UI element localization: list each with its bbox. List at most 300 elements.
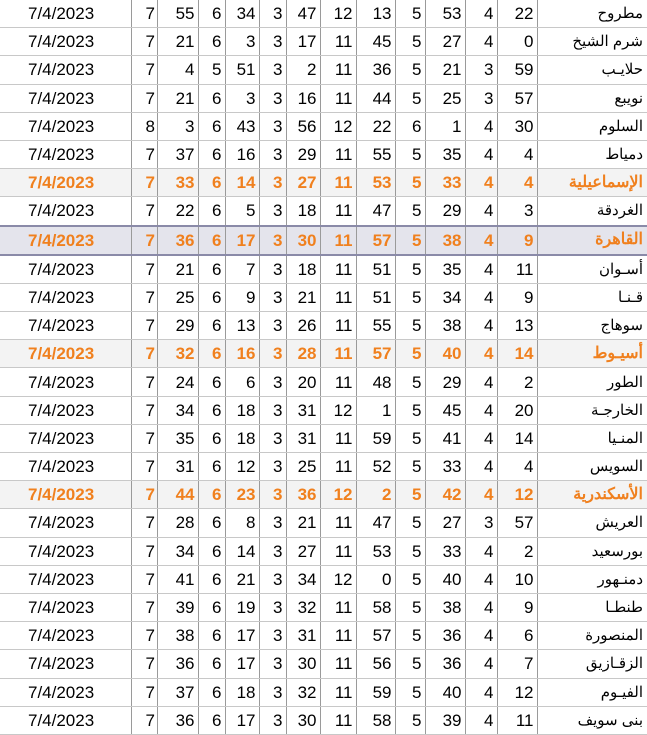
- cell-d6[interactable]: 4: [465, 565, 497, 593]
- cell-d5[interactable]: 5: [395, 197, 425, 226]
- cell-m5[interactable]: 42: [425, 481, 465, 509]
- cell-m5[interactable]: 25: [425, 84, 465, 112]
- cell-m1[interactable]: 55: [157, 0, 198, 28]
- city-name-cell[interactable]: الخارجـة: [537, 396, 647, 424]
- cell-d2[interactable]: 6: [198, 28, 225, 56]
- cell-m4[interactable]: 52: [356, 453, 395, 481]
- cell-d2[interactable]: 6: [198, 593, 225, 621]
- city-name-cell[interactable]: المنـيا: [537, 424, 647, 452]
- cell-m2[interactable]: 18: [225, 678, 259, 706]
- cell-d4[interactable]: 11: [320, 28, 356, 56]
- cell-d4[interactable]: 11: [320, 226, 356, 255]
- city-name-cell[interactable]: الأسكندرية: [537, 481, 647, 509]
- cell-m4[interactable]: 48: [356, 368, 395, 396]
- cell-d4[interactable]: 11: [320, 509, 356, 537]
- cell-m3[interactable]: 26: [286, 312, 320, 340]
- cell-m1[interactable]: 21: [157, 84, 198, 112]
- date-cell[interactable]: 7/4/2023: [0, 593, 131, 621]
- cell-d4[interactable]: 12: [320, 112, 356, 140]
- cell-m4[interactable]: 55: [356, 140, 395, 168]
- cell-m5[interactable]: 33: [425, 537, 465, 565]
- cell-m1[interactable]: 44: [157, 481, 198, 509]
- cell-m4[interactable]: 0: [356, 565, 395, 593]
- cell-m2[interactable]: 7: [225, 255, 259, 284]
- cell-d6[interactable]: 4: [465, 706, 497, 734]
- cell-d5[interactable]: 5: [395, 255, 425, 284]
- cell-m5[interactable]: 40: [425, 340, 465, 368]
- city-name-cell[interactable]: المنصورة: [537, 622, 647, 650]
- cell-d6[interactable]: 4: [465, 650, 497, 678]
- cell-d2[interactable]: 6: [198, 169, 225, 197]
- cell-d6[interactable]: 3: [465, 56, 497, 84]
- cell-m5[interactable]: 35: [425, 140, 465, 168]
- cell-d3[interactable]: 3: [259, 622, 286, 650]
- cell-d1[interactable]: 7: [131, 481, 157, 509]
- cell-d4[interactable]: 11: [320, 169, 356, 197]
- cell-d6[interactable]: 4: [465, 537, 497, 565]
- cell-m3[interactable]: 18: [286, 197, 320, 226]
- cell-m2[interactable]: 51: [225, 56, 259, 84]
- cell-d3[interactable]: 3: [259, 140, 286, 168]
- cell-m4[interactable]: 36: [356, 56, 395, 84]
- cell-m3[interactable]: 17: [286, 28, 320, 56]
- cell-m6[interactable]: 12: [497, 481, 537, 509]
- cell-m4[interactable]: 57: [356, 226, 395, 255]
- cell-d2[interactable]: 6: [198, 0, 225, 28]
- city-name-cell[interactable]: دمنـهور: [537, 565, 647, 593]
- cell-d4[interactable]: 11: [320, 537, 356, 565]
- date-cell[interactable]: 7/4/2023: [0, 197, 131, 226]
- cell-d5[interactable]: 6: [395, 112, 425, 140]
- cell-d1[interactable]: 7: [131, 140, 157, 168]
- cell-m3[interactable]: 25: [286, 453, 320, 481]
- cell-m1[interactable]: 33: [157, 169, 198, 197]
- cell-m1[interactable]: 38: [157, 622, 198, 650]
- cell-d2[interactable]: 6: [198, 396, 225, 424]
- cell-d5[interactable]: 5: [395, 509, 425, 537]
- cell-m2[interactable]: 17: [225, 622, 259, 650]
- cell-d6[interactable]: 4: [465, 255, 497, 284]
- cell-m5[interactable]: 38: [425, 593, 465, 621]
- cell-m5[interactable]: 36: [425, 622, 465, 650]
- cell-m2[interactable]: 16: [225, 140, 259, 168]
- cell-m2[interactable]: 17: [225, 706, 259, 734]
- cell-d5[interactable]: 5: [395, 0, 425, 28]
- cell-m6[interactable]: 12: [497, 678, 537, 706]
- cell-m1[interactable]: 35: [157, 424, 198, 452]
- cell-m4[interactable]: 47: [356, 197, 395, 226]
- date-cell[interactable]: 7/4/2023: [0, 706, 131, 734]
- cell-d3[interactable]: 3: [259, 312, 286, 340]
- cell-m3[interactable]: 30: [286, 706, 320, 734]
- cell-d1[interactable]: 7: [131, 424, 157, 452]
- cell-d6[interactable]: 4: [465, 312, 497, 340]
- date-cell[interactable]: 7/4/2023: [0, 537, 131, 565]
- cell-m6[interactable]: 22: [497, 0, 537, 28]
- cell-m4[interactable]: 55: [356, 312, 395, 340]
- date-cell[interactable]: 7/4/2023: [0, 112, 131, 140]
- cell-m6[interactable]: 4: [497, 140, 537, 168]
- cell-m1[interactable]: 21: [157, 255, 198, 284]
- cell-m5[interactable]: 38: [425, 312, 465, 340]
- cell-m2[interactable]: 23: [225, 481, 259, 509]
- cell-m6[interactable]: 0: [497, 28, 537, 56]
- cell-m1[interactable]: 32: [157, 340, 198, 368]
- cell-d1[interactable]: 7: [131, 84, 157, 112]
- cell-d1[interactable]: 7: [131, 368, 157, 396]
- cell-d2[interactable]: 6: [198, 481, 225, 509]
- cell-m1[interactable]: 39: [157, 593, 198, 621]
- cell-m5[interactable]: 38: [425, 226, 465, 255]
- cell-d3[interactable]: 3: [259, 481, 286, 509]
- cell-d6[interactable]: 4: [465, 0, 497, 28]
- cell-d2[interactable]: 6: [198, 622, 225, 650]
- cell-d6[interactable]: 3: [465, 509, 497, 537]
- cell-m5[interactable]: 41: [425, 424, 465, 452]
- cell-d5[interactable]: 5: [395, 368, 425, 396]
- cell-m3[interactable]: 28: [286, 340, 320, 368]
- date-cell[interactable]: 7/4/2023: [0, 481, 131, 509]
- city-name-cell[interactable]: بنى سويف: [537, 706, 647, 734]
- cell-m6[interactable]: 11: [497, 255, 537, 284]
- cell-d2[interactable]: 6: [198, 424, 225, 452]
- cell-d3[interactable]: 3: [259, 509, 286, 537]
- cell-d1[interactable]: 7: [131, 283, 157, 311]
- cell-d5[interactable]: 5: [395, 169, 425, 197]
- city-name-cell[interactable]: نويبع: [537, 84, 647, 112]
- cell-d4[interactable]: 12: [320, 565, 356, 593]
- cell-m4[interactable]: 45: [356, 28, 395, 56]
- cell-d3[interactable]: 3: [259, 56, 286, 84]
- date-cell[interactable]: 7/4/2023: [0, 678, 131, 706]
- cell-d4[interactable]: 12: [320, 481, 356, 509]
- cell-d4[interactable]: 11: [320, 84, 356, 112]
- cell-d4[interactable]: 11: [320, 678, 356, 706]
- cell-m4[interactable]: 51: [356, 283, 395, 311]
- cell-d1[interactable]: 7: [131, 593, 157, 621]
- cell-m2[interactable]: 34: [225, 0, 259, 28]
- cell-m1[interactable]: 3: [157, 112, 198, 140]
- cell-m3[interactable]: 36: [286, 481, 320, 509]
- cell-d2[interactable]: 6: [198, 197, 225, 226]
- cell-m3[interactable]: 32: [286, 593, 320, 621]
- cell-d1[interactable]: 8: [131, 112, 157, 140]
- cell-d2[interactable]: 5: [198, 56, 225, 84]
- cell-d1[interactable]: 7: [131, 537, 157, 565]
- cell-m3[interactable]: 2: [286, 56, 320, 84]
- cell-d1[interactable]: 7: [131, 169, 157, 197]
- cell-m6[interactable]: 4: [497, 169, 537, 197]
- cell-d2[interactable]: 6: [198, 283, 225, 311]
- cell-m3[interactable]: 27: [286, 169, 320, 197]
- cell-m6[interactable]: 57: [497, 84, 537, 112]
- city-name-cell[interactable]: العريش: [537, 509, 647, 537]
- date-cell[interactable]: 7/4/2023: [0, 140, 131, 168]
- cell-m4[interactable]: 53: [356, 537, 395, 565]
- cell-d3[interactable]: 3: [259, 112, 286, 140]
- cell-m4[interactable]: 59: [356, 424, 395, 452]
- cell-m5[interactable]: 40: [425, 565, 465, 593]
- cell-d4[interactable]: 12: [320, 396, 356, 424]
- cell-m4[interactable]: 53: [356, 169, 395, 197]
- cell-m6[interactable]: 2: [497, 537, 537, 565]
- cell-d2[interactable]: 6: [198, 706, 225, 734]
- date-cell[interactable]: 7/4/2023: [0, 28, 131, 56]
- cell-d1[interactable]: 7: [131, 56, 157, 84]
- cell-m2[interactable]: 17: [225, 650, 259, 678]
- cell-m5[interactable]: 33: [425, 453, 465, 481]
- cell-m2[interactable]: 43: [225, 112, 259, 140]
- cell-d6[interactable]: 4: [465, 112, 497, 140]
- cell-m5[interactable]: 29: [425, 197, 465, 226]
- cell-d3[interactable]: 3: [259, 84, 286, 112]
- date-cell[interactable]: 7/4/2023: [0, 0, 131, 28]
- cell-d3[interactable]: 3: [259, 28, 286, 56]
- cell-d4[interactable]: 11: [320, 140, 356, 168]
- cell-m6[interactable]: 4: [497, 453, 537, 481]
- cell-d5[interactable]: 5: [395, 312, 425, 340]
- cell-d4[interactable]: 11: [320, 593, 356, 621]
- cell-d5[interactable]: 5: [395, 565, 425, 593]
- cell-d3[interactable]: 3: [259, 0, 286, 28]
- cell-m2[interactable]: 14: [225, 537, 259, 565]
- cell-d6[interactable]: 3: [465, 84, 497, 112]
- cell-d2[interactable]: 6: [198, 678, 225, 706]
- city-name-cell[interactable]: السلوم: [537, 112, 647, 140]
- cell-d1[interactable]: 7: [131, 312, 157, 340]
- cell-d5[interactable]: 5: [395, 622, 425, 650]
- cell-m2[interactable]: 13: [225, 312, 259, 340]
- cell-m4[interactable]: 47: [356, 509, 395, 537]
- cell-m4[interactable]: 58: [356, 706, 395, 734]
- cell-d6[interactable]: 4: [465, 396, 497, 424]
- cell-m6[interactable]: 14: [497, 340, 537, 368]
- cell-m1[interactable]: 36: [157, 650, 198, 678]
- cell-d6[interactable]: 4: [465, 368, 497, 396]
- cell-d3[interactable]: 3: [259, 396, 286, 424]
- cell-d6[interactable]: 4: [465, 169, 497, 197]
- cell-d4[interactable]: 11: [320, 650, 356, 678]
- city-name-cell[interactable]: الطور: [537, 368, 647, 396]
- cell-d6[interactable]: 4: [465, 453, 497, 481]
- cell-d6[interactable]: 4: [465, 226, 497, 255]
- cell-m1[interactable]: 41: [157, 565, 198, 593]
- city-name-cell[interactable]: طنطـا: [537, 593, 647, 621]
- cell-d2[interactable]: 6: [198, 537, 225, 565]
- date-cell[interactable]: 7/4/2023: [0, 312, 131, 340]
- date-cell[interactable]: 7/4/2023: [0, 226, 131, 255]
- cell-m5[interactable]: 45: [425, 396, 465, 424]
- cell-m3[interactable]: 47: [286, 0, 320, 28]
- city-name-cell[interactable]: أسـوان: [537, 255, 647, 284]
- cell-m3[interactable]: 30: [286, 650, 320, 678]
- cell-m4[interactable]: 1: [356, 396, 395, 424]
- cell-m2[interactable]: 6: [225, 368, 259, 396]
- cell-m2[interactable]: 21: [225, 565, 259, 593]
- city-name-cell[interactable]: سوهاج: [537, 312, 647, 340]
- date-cell[interactable]: 7/4/2023: [0, 283, 131, 311]
- city-name-cell[interactable]: حلايـب: [537, 56, 647, 84]
- cell-d4[interactable]: 11: [320, 622, 356, 650]
- cell-d3[interactable]: 3: [259, 678, 286, 706]
- date-cell[interactable]: 7/4/2023: [0, 340, 131, 368]
- date-cell[interactable]: 7/4/2023: [0, 84, 131, 112]
- cell-d5[interactable]: 5: [395, 481, 425, 509]
- cell-m3[interactable]: 31: [286, 424, 320, 452]
- cell-d5[interactable]: 5: [395, 678, 425, 706]
- cell-d5[interactable]: 5: [395, 56, 425, 84]
- cell-m6[interactable]: 57: [497, 509, 537, 537]
- cell-d1[interactable]: 7: [131, 226, 157, 255]
- cell-m3[interactable]: 34: [286, 565, 320, 593]
- city-name-cell[interactable]: القاهرة: [537, 226, 647, 255]
- cell-m4[interactable]: 59: [356, 678, 395, 706]
- cell-m3[interactable]: 32: [286, 678, 320, 706]
- cell-m1[interactable]: 24: [157, 368, 198, 396]
- cell-d2[interactable]: 6: [198, 140, 225, 168]
- cell-d1[interactable]: 7: [131, 28, 157, 56]
- cell-m5[interactable]: 27: [425, 28, 465, 56]
- cell-m6[interactable]: 2: [497, 368, 537, 396]
- cell-d2[interactable]: 6: [198, 453, 225, 481]
- cell-m3[interactable]: 30: [286, 226, 320, 255]
- cell-d2[interactable]: 6: [198, 340, 225, 368]
- city-name-cell[interactable]: الزقـازيق: [537, 650, 647, 678]
- cell-m1[interactable]: 34: [157, 537, 198, 565]
- city-name-cell[interactable]: الغردقة: [537, 197, 647, 226]
- cell-m5[interactable]: 27: [425, 509, 465, 537]
- cell-m1[interactable]: 29: [157, 312, 198, 340]
- date-cell[interactable]: 7/4/2023: [0, 368, 131, 396]
- cell-d4[interactable]: 11: [320, 340, 356, 368]
- cell-d1[interactable]: 7: [131, 706, 157, 734]
- cell-d6[interactable]: 4: [465, 340, 497, 368]
- cell-m4[interactable]: 13: [356, 0, 395, 28]
- cell-d1[interactable]: 7: [131, 622, 157, 650]
- cell-m6[interactable]: 6: [497, 622, 537, 650]
- cell-d2[interactable]: 6: [198, 312, 225, 340]
- date-cell[interactable]: 7/4/2023: [0, 509, 131, 537]
- cell-m2[interactable]: 12: [225, 453, 259, 481]
- cell-d1[interactable]: 7: [131, 0, 157, 28]
- cell-d6[interactable]: 4: [465, 424, 497, 452]
- cell-d2[interactable]: 6: [198, 226, 225, 255]
- cell-m3[interactable]: 21: [286, 283, 320, 311]
- cell-m2[interactable]: 9: [225, 283, 259, 311]
- cell-m5[interactable]: 35: [425, 255, 465, 284]
- cell-m1[interactable]: 37: [157, 678, 198, 706]
- cell-d3[interactable]: 3: [259, 565, 286, 593]
- cell-d3[interactable]: 3: [259, 368, 286, 396]
- cell-d6[interactable]: 4: [465, 678, 497, 706]
- cell-m6[interactable]: 11: [497, 706, 537, 734]
- cell-d3[interactable]: 3: [259, 340, 286, 368]
- cell-m1[interactable]: 28: [157, 509, 198, 537]
- date-cell[interactable]: 7/4/2023: [0, 453, 131, 481]
- cell-d6[interactable]: 4: [465, 197, 497, 226]
- cell-m2[interactable]: 3: [225, 84, 259, 112]
- city-name-cell[interactable]: شرم الشيخ: [537, 28, 647, 56]
- cell-m5[interactable]: 33: [425, 169, 465, 197]
- cell-d1[interactable]: 7: [131, 396, 157, 424]
- cell-m6[interactable]: 9: [497, 283, 537, 311]
- cell-d6[interactable]: 4: [465, 140, 497, 168]
- cell-m3[interactable]: 18: [286, 255, 320, 284]
- cell-m6[interactable]: 14: [497, 424, 537, 452]
- city-name-cell[interactable]: أسيـوط: [537, 340, 647, 368]
- cell-m6[interactable]: 3: [497, 197, 537, 226]
- cell-d2[interactable]: 6: [198, 368, 225, 396]
- cell-d6[interactable]: 4: [465, 593, 497, 621]
- cell-m3[interactable]: 21: [286, 509, 320, 537]
- cell-m1[interactable]: 21: [157, 28, 198, 56]
- cell-m6[interactable]: 9: [497, 593, 537, 621]
- cell-d3[interactable]: 3: [259, 650, 286, 678]
- cell-m5[interactable]: 1: [425, 112, 465, 140]
- cell-m5[interactable]: 34: [425, 283, 465, 311]
- cell-m6[interactable]: 7: [497, 650, 537, 678]
- cell-d5[interactable]: 5: [395, 340, 425, 368]
- cell-m6[interactable]: 20: [497, 396, 537, 424]
- cell-m3[interactable]: 29: [286, 140, 320, 168]
- cell-d1[interactable]: 7: [131, 678, 157, 706]
- cell-d3[interactable]: 3: [259, 453, 286, 481]
- cell-d1[interactable]: 7: [131, 509, 157, 537]
- cell-d4[interactable]: 11: [320, 368, 356, 396]
- cell-d5[interactable]: 5: [395, 28, 425, 56]
- city-name-cell[interactable]: بورسعيد: [537, 537, 647, 565]
- cell-d3[interactable]: 3: [259, 169, 286, 197]
- cell-d5[interactable]: 5: [395, 537, 425, 565]
- cell-d5[interactable]: 5: [395, 84, 425, 112]
- cell-m2[interactable]: 3: [225, 28, 259, 56]
- cell-m4[interactable]: 57: [356, 340, 395, 368]
- cell-m2[interactable]: 18: [225, 396, 259, 424]
- cell-d3[interactable]: 3: [259, 255, 286, 284]
- cell-d4[interactable]: 11: [320, 424, 356, 452]
- cell-d1[interactable]: 7: [131, 453, 157, 481]
- date-cell[interactable]: 7/4/2023: [0, 169, 131, 197]
- cell-m1[interactable]: 31: [157, 453, 198, 481]
- cell-m5[interactable]: 40: [425, 678, 465, 706]
- cell-d5[interactable]: 5: [395, 706, 425, 734]
- city-name-cell[interactable]: السويس: [537, 453, 647, 481]
- cell-m3[interactable]: 27: [286, 537, 320, 565]
- cell-m4[interactable]: 44: [356, 84, 395, 112]
- cell-m3[interactable]: 56: [286, 112, 320, 140]
- cell-d2[interactable]: 6: [198, 509, 225, 537]
- cell-d2[interactable]: 6: [198, 650, 225, 678]
- cell-d2[interactable]: 6: [198, 255, 225, 284]
- cell-m4[interactable]: 51: [356, 255, 395, 284]
- cell-m4[interactable]: 22: [356, 112, 395, 140]
- cell-d5[interactable]: 5: [395, 140, 425, 168]
- cell-m1[interactable]: 4: [157, 56, 198, 84]
- cell-m4[interactable]: 2: [356, 481, 395, 509]
- cell-m5[interactable]: 39: [425, 706, 465, 734]
- cell-m6[interactable]: 9: [497, 226, 537, 255]
- date-cell[interactable]: 7/4/2023: [0, 650, 131, 678]
- cell-m5[interactable]: 36: [425, 650, 465, 678]
- cell-d5[interactable]: 5: [395, 226, 425, 255]
- cell-m5[interactable]: 21: [425, 56, 465, 84]
- cell-m3[interactable]: 31: [286, 622, 320, 650]
- cell-d4[interactable]: 12: [320, 0, 356, 28]
- cell-m1[interactable]: 36: [157, 226, 198, 255]
- cell-d6[interactable]: 4: [465, 283, 497, 311]
- cell-d3[interactable]: 3: [259, 593, 286, 621]
- cell-m6[interactable]: 10: [497, 565, 537, 593]
